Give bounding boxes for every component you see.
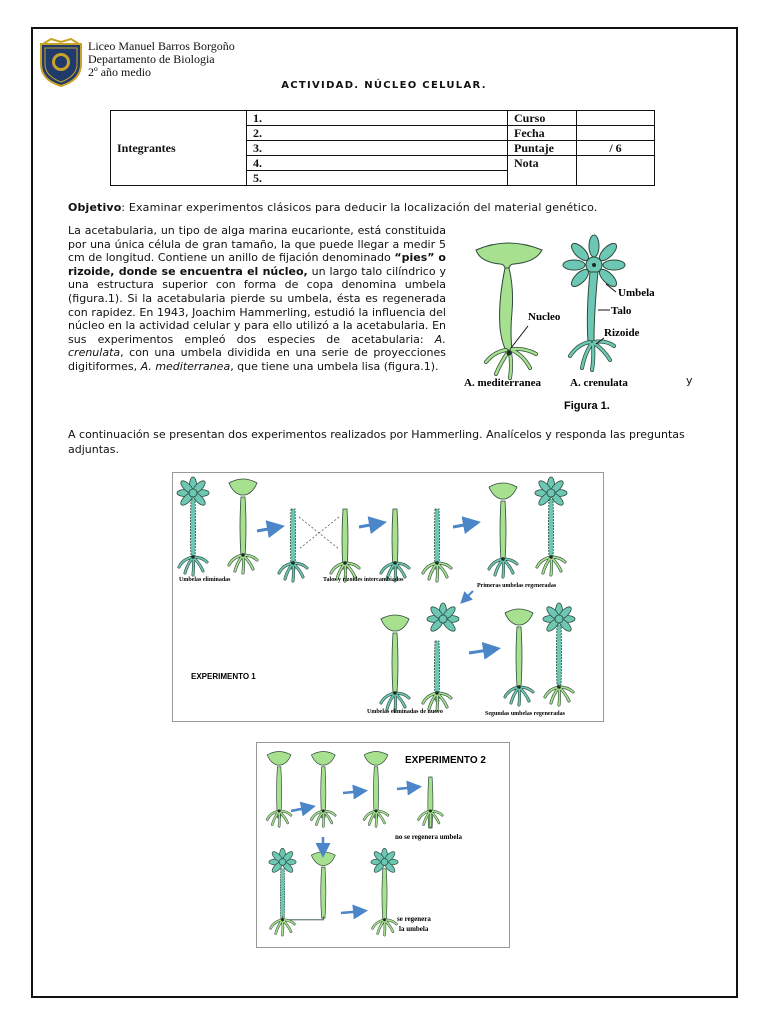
exp1-title: EXPERIMENTO 1 xyxy=(191,672,256,681)
label-species-crenulata: A. crenulata xyxy=(570,377,628,389)
exp1-label-5: Segundas umbelas regeneradas xyxy=(485,711,565,717)
school-name: Liceo Manuel Barros Borgoño xyxy=(88,39,235,53)
member-row-1[interactable]: 1. xyxy=(247,111,508,126)
field-nota-value[interactable] xyxy=(577,156,655,186)
para-bold-rizoide: “pies” o rizoide, donde se encuentra el núcleo, xyxy=(68,251,446,278)
exp2-title: EXPERIMENTO 2 xyxy=(405,755,486,766)
field-puntaje-value[interactable]: / 6 xyxy=(577,141,655,156)
para-text-2: un largo talo cilíndrico y una estructura superior con forma de copa denomina umbela (figura.1). Si la acetabularia pierde su umbela, ésta es regenerada con rapidez. En 1943, Joachim Hammerling, estudió la influencia del núcleo en la actividad celular y para ello utilizó a la acetabularia. En sus experimentos empleó dos especies de acetabularia: xyxy=(68,264,446,346)
field-puntaje-label: Puntaje xyxy=(508,141,577,156)
field-fecha-label: Fecha xyxy=(508,126,577,141)
figure-1-caption: Figura 1. xyxy=(564,400,610,412)
objective xyxy=(68,201,698,214)
objective-label: Objetivo xyxy=(68,201,122,214)
exp2-label-yes-2: la umbela xyxy=(399,925,429,933)
stray-letter: y xyxy=(686,374,693,387)
exp2-label-yes-1: se regenera xyxy=(397,915,431,923)
member-row-5[interactable]: 5. xyxy=(247,171,508,186)
label-nucleo: Nucleo xyxy=(528,311,561,323)
member-row-2[interactable]: 2. xyxy=(247,126,508,141)
intro-paragraph xyxy=(68,224,446,374)
field-curso-value[interactable] xyxy=(577,111,655,126)
experiment-2-diagram xyxy=(256,742,510,948)
members-table xyxy=(110,110,655,186)
grade-level: 2º año medio xyxy=(88,65,152,79)
field-curso-label: Curso xyxy=(508,111,577,126)
objective-text: : Examinar experimentos clásicos para deducir la localización del material genético. xyxy=(121,201,598,214)
exp1-label-4: Umbelas eliminadas de nuevo xyxy=(367,709,443,715)
page-title: ACTIVIDAD. NÚCLEO CELULAR. xyxy=(281,80,487,91)
label-species-mediterranea: A. mediterranea xyxy=(464,377,541,389)
exp1-label-1: Umbelas eliminadas xyxy=(179,577,231,583)
member-row-4[interactable]: 4. xyxy=(247,156,508,171)
experiment-1-diagram xyxy=(172,472,604,722)
exp1-label-3: Primeras umbelas regeneradas xyxy=(477,583,557,589)
para-text-4: , que tiene una umbela lisa (figura.1). xyxy=(230,359,439,373)
para-text-3: , con una umbela dividida en una serie de proyecciones digitiformes, xyxy=(68,346,446,373)
members-label: Integrantes xyxy=(111,111,247,186)
field-fecha-value[interactable] xyxy=(577,126,655,141)
label-talo: Talo xyxy=(611,305,632,317)
department-name: Departamento de Biologia xyxy=(88,52,215,66)
experiments-intro: A continuación se presentan dos experimentos realizados por Hammerling. Analícelos y responda las preguntas adjuntas. xyxy=(68,428,685,456)
para-species-mediterranea: A. mediterranea xyxy=(140,359,231,373)
school-header xyxy=(88,40,235,79)
para-text-1: La acetabularia, un tipo de alga marina eucarionte, está constituida por una única célula de gran tamaño, la que puede llegar a medir 5 cm de longitud. Contiene un anillo de fijación denominado xyxy=(68,224,446,265)
crenulata-illustration xyxy=(563,235,625,370)
label-rizoide: Rizoide xyxy=(604,327,640,339)
member-row-3[interactable]: 3. xyxy=(247,141,508,156)
para-species-crenulata: A. crenulata xyxy=(68,332,446,360)
label-umbela: Umbela xyxy=(618,287,655,299)
field-nota-label: Nota xyxy=(508,156,577,186)
figure-1-acetabularia xyxy=(464,232,696,416)
exp1-label-2: Talos y rizoides intercambiados xyxy=(323,577,404,583)
exp2-label-no: no se regenera umbela xyxy=(395,833,462,841)
